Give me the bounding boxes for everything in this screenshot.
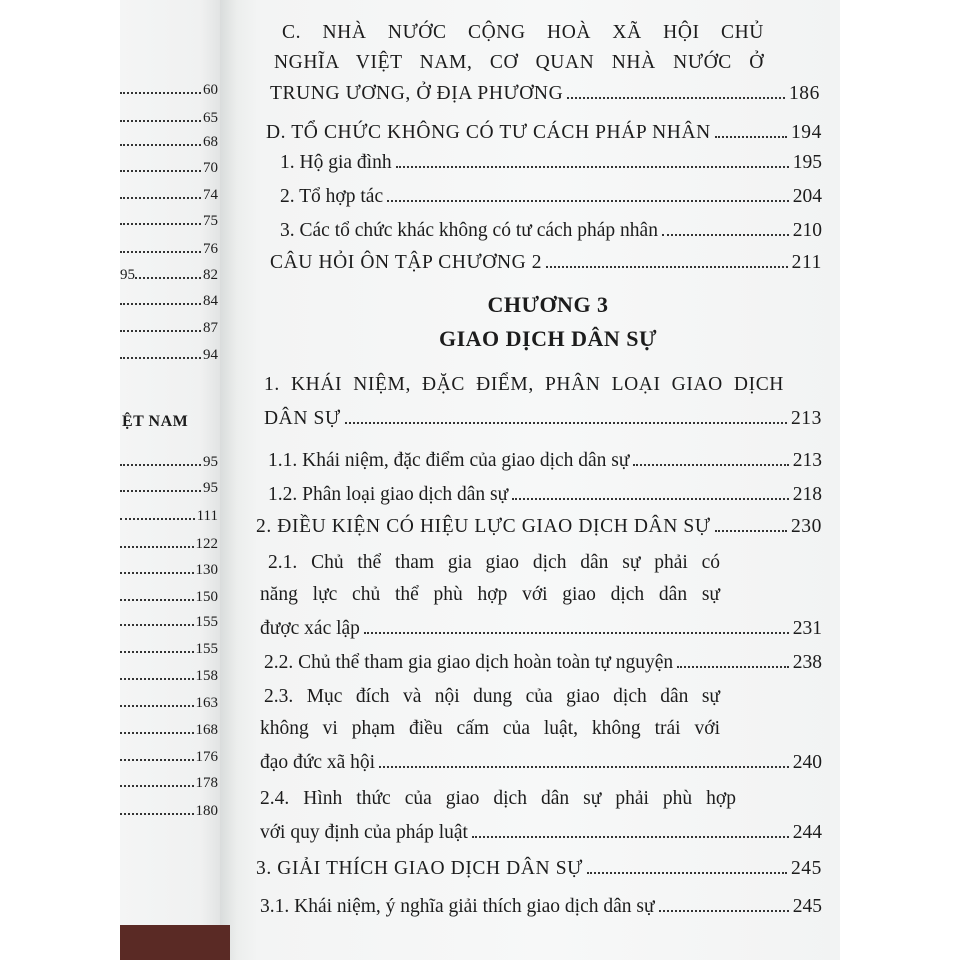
toc-page: 240 bbox=[792, 752, 822, 773]
dot-leader bbox=[120, 92, 201, 94]
toc-text: 3.1. Khái niệm, ý nghĩa giải thích giao dịch dân sự bbox=[260, 896, 655, 917]
toc-2-1-line1: 2.1. Chủ thể tham gia giao dịch dân sự phải có bbox=[268, 552, 720, 573]
toc-entry bbox=[120, 110, 218, 127]
toc-page: 130 bbox=[195, 562, 218, 578]
toc-entry bbox=[268, 450, 822, 472]
toc-page: 82 bbox=[203, 267, 218, 283]
toc-entry bbox=[120, 267, 218, 284]
toc-entry bbox=[120, 614, 218, 631]
dot-leader bbox=[472, 836, 789, 838]
toc-entry bbox=[120, 562, 218, 579]
toc-entry bbox=[280, 152, 822, 174]
chapter-label: CHƯƠNG 3 bbox=[487, 292, 609, 317]
toc-page: 231 bbox=[792, 618, 822, 639]
toc-entry bbox=[120, 160, 218, 177]
toc-text: 1. Hộ gia đình bbox=[280, 152, 392, 173]
toc-heading-c-line1: C. NHÀ NƯỚC CỘNG HOÀ XÃ HỘI CHỦ bbox=[282, 22, 764, 43]
dot-leader bbox=[120, 759, 194, 761]
dot-leader bbox=[715, 530, 787, 532]
toc-entry bbox=[120, 722, 218, 739]
dot-leader bbox=[396, 166, 789, 168]
toc-entry bbox=[268, 484, 822, 506]
toc-entry-3-1 bbox=[260, 896, 822, 918]
dot-leader bbox=[120, 490, 201, 492]
dot-leader bbox=[120, 357, 201, 359]
dot-leader bbox=[120, 120, 201, 122]
toc-page: 194 bbox=[790, 122, 822, 143]
toc-entry bbox=[120, 454, 218, 471]
toc-page: 84 bbox=[203, 293, 218, 309]
dot-leader bbox=[587, 872, 787, 874]
toc-text: 2. Tổ hợp tác bbox=[280, 186, 384, 207]
dot-leader bbox=[379, 766, 789, 768]
toc-entry bbox=[120, 134, 218, 151]
toc-page: 150 bbox=[195, 589, 218, 605]
toc-text: 1.1. Khái niệm, đặc điểm của giao dịch dân sự bbox=[268, 450, 630, 471]
dot-leader bbox=[120, 813, 194, 815]
dot-leader bbox=[120, 785, 194, 787]
dot-leader bbox=[364, 632, 789, 634]
toc-entry-2-3 bbox=[260, 752, 822, 774]
toc-page: 245 bbox=[792, 896, 822, 917]
toc-page: 213 bbox=[790, 408, 822, 429]
toc-entry-review bbox=[270, 252, 822, 274]
toc-page: 195 bbox=[792, 152, 822, 173]
toc-page: 74 bbox=[203, 187, 218, 203]
dot-leader bbox=[120, 144, 201, 146]
toc-entry-3 bbox=[256, 858, 822, 880]
toc-text: 3. GIẢI THÍCH GIAO DỊCH DÂN SỰ bbox=[256, 858, 583, 879]
dot-leader bbox=[120, 732, 194, 734]
right-page bbox=[256, 0, 840, 960]
toc-page: 180 bbox=[195, 803, 218, 819]
dot-leader bbox=[659, 910, 789, 912]
toc-page: 245 bbox=[790, 858, 822, 879]
toc-entry bbox=[120, 293, 218, 310]
dot-leader bbox=[120, 303, 201, 305]
toc-entry bbox=[120, 695, 218, 712]
toc-page: 210 bbox=[792, 220, 822, 241]
toc-page: 87 bbox=[203, 320, 218, 336]
toc-page: 155 bbox=[195, 614, 218, 630]
toc-page: 60 bbox=[203, 82, 218, 98]
toc-page: 94 bbox=[203, 347, 218, 363]
background-surface bbox=[840, 0, 960, 960]
toc-2-3-line2: không vi phạm điều cấm của luật, không trái với bbox=[260, 718, 720, 739]
dot-leader bbox=[120, 678, 194, 680]
toc-page: 122 bbox=[195, 536, 218, 552]
toc-entry-2-4 bbox=[260, 822, 822, 844]
toc-entry bbox=[120, 589, 218, 606]
dot-leader bbox=[633, 464, 788, 466]
toc-page: 111 bbox=[196, 508, 218, 524]
toc-page: 155 bbox=[195, 641, 218, 657]
chapter-title: GIAO DỊCH DÂN SỰ bbox=[438, 326, 658, 351]
toc-entry bbox=[120, 241, 218, 258]
toc-entry bbox=[120, 803, 218, 820]
toc-text: với quy định của pháp luật bbox=[260, 822, 468, 843]
toc-text: 2.2. Chủ thể tham gia giao dịch hoàn toàn tự nguyện bbox=[264, 652, 674, 673]
toc-text: DÂN SỰ bbox=[264, 408, 341, 429]
toc-2-3-line1: 2.3. Mục đích và nội dung của giao dịch dân sự bbox=[264, 686, 720, 707]
toc-page: 213 bbox=[792, 450, 822, 471]
dot-leader bbox=[120, 624, 194, 626]
toc-text: được xác lập bbox=[260, 618, 360, 639]
toc-entry bbox=[120, 320, 218, 337]
toc-page: 230 bbox=[790, 516, 822, 537]
book-gutter bbox=[220, 0, 258, 960]
toc-page: 244 bbox=[792, 822, 822, 843]
dot-leader bbox=[120, 572, 194, 574]
dot-leader bbox=[120, 330, 201, 332]
toc-page: 204 bbox=[792, 186, 822, 207]
toc-text: 2. ĐIỀU KIỆN CÓ HIỆU LỰC GIAO DỊCH DÂN SỰ bbox=[256, 516, 711, 537]
toc-entry-2-2 bbox=[264, 652, 822, 674]
toc-entry-2-1 bbox=[260, 618, 822, 640]
toc-page: 238 bbox=[792, 652, 822, 673]
toc-page: 75 bbox=[203, 213, 218, 229]
toc-page: 211 bbox=[791, 252, 822, 273]
toc-text: đạo đức xã hội bbox=[260, 752, 376, 773]
toc-page: 178 bbox=[195, 775, 218, 791]
dot-leader bbox=[567, 97, 785, 99]
toc-entry-c bbox=[270, 83, 820, 105]
toc-text: TRUNG ƯƠNG, Ở ĐỊA PHƯƠNG bbox=[270, 83, 564, 104]
dot-leader bbox=[120, 251, 201, 253]
toc-entry bbox=[120, 668, 218, 685]
toc-heading-c-line2: NGHĨA VIỆT NAM, CƠ QUAN NHÀ NƯỚC Ở bbox=[274, 52, 764, 73]
dot-leader bbox=[715, 136, 787, 138]
toc-entry bbox=[120, 641, 218, 658]
toc-page: 70 bbox=[203, 160, 218, 176]
toc-entry bbox=[120, 213, 218, 230]
dot-leader bbox=[120, 170, 201, 172]
dot-leader bbox=[135, 277, 201, 279]
dot-leader bbox=[120, 464, 201, 466]
dot-leader bbox=[120, 705, 194, 707]
toc-2-1-line2: năng lực chủ thể phù hợp với giao dịch dân sự bbox=[260, 584, 720, 605]
toc-entry bbox=[280, 220, 822, 242]
toc-entry-1 bbox=[264, 408, 822, 430]
dot-leader bbox=[512, 498, 789, 500]
book-cover-edge bbox=[120, 925, 230, 960]
dot-leader bbox=[662, 234, 789, 236]
toc-entry bbox=[120, 187, 218, 204]
toc-entry bbox=[120, 82, 218, 99]
toc-text: D. TỔ CHỨC KHÔNG CÓ TƯ CÁCH PHÁP NHÂN bbox=[266, 122, 711, 143]
toc-entry-d bbox=[266, 122, 822, 144]
toc-entry-2 bbox=[256, 516, 822, 538]
left-page bbox=[120, 0, 220, 960]
toc-entry bbox=[120, 480, 218, 497]
toc-page: 68 bbox=[203, 134, 218, 150]
toc-entry bbox=[120, 775, 218, 792]
dot-leader bbox=[345, 422, 787, 424]
toc-page: 218 bbox=[792, 484, 822, 505]
toc-page: 158 bbox=[195, 668, 218, 684]
toc-page: 95 bbox=[203, 454, 218, 470]
toc-page: 76 bbox=[203, 241, 218, 257]
dot-leader bbox=[120, 223, 201, 225]
toc-page: 186 bbox=[788, 83, 820, 104]
dot-leader bbox=[120, 518, 195, 520]
dot-leader bbox=[387, 200, 789, 202]
toc-entry bbox=[120, 536, 218, 553]
toc-entry bbox=[120, 749, 218, 766]
toc-entry bbox=[120, 347, 218, 364]
dot-leader bbox=[677, 666, 789, 668]
toc-text: CÂU HỎI ÔN TẬP CHƯƠNG 2 bbox=[270, 252, 543, 273]
toc-page: 95 bbox=[203, 480, 218, 496]
toc-text: 1.2. Phân loại giao dịch dân sự bbox=[268, 484, 509, 505]
toc-page: 176 bbox=[195, 749, 218, 765]
toc-entry bbox=[280, 186, 822, 208]
toc-entry bbox=[120, 508, 218, 525]
section-title-partial: ỆT NAM bbox=[122, 413, 189, 430]
dot-leader bbox=[120, 197, 201, 199]
toc-heading-1-line1: 1. KHÁI NIỆM, ĐẶC ĐIỂM, PHÂN LOẠI GIAO DỊCH bbox=[264, 374, 784, 395]
dot-leader bbox=[120, 599, 194, 601]
dot-leader bbox=[546, 266, 788, 268]
toc-page: 163 bbox=[195, 695, 218, 711]
dot-leader bbox=[120, 651, 194, 653]
toc-page: 168 bbox=[195, 722, 218, 738]
toc-prefix: 95 bbox=[120, 267, 135, 283]
toc-text: 3. Các tổ chức khác không có tư cách pháp nhân bbox=[280, 220, 658, 241]
toc-2-4-line1: 2.4. Hình thức của giao dịch dân sự phải phù hợp bbox=[260, 788, 736, 809]
dot-leader bbox=[120, 546, 194, 548]
toc-page: 65 bbox=[203, 110, 218, 126]
